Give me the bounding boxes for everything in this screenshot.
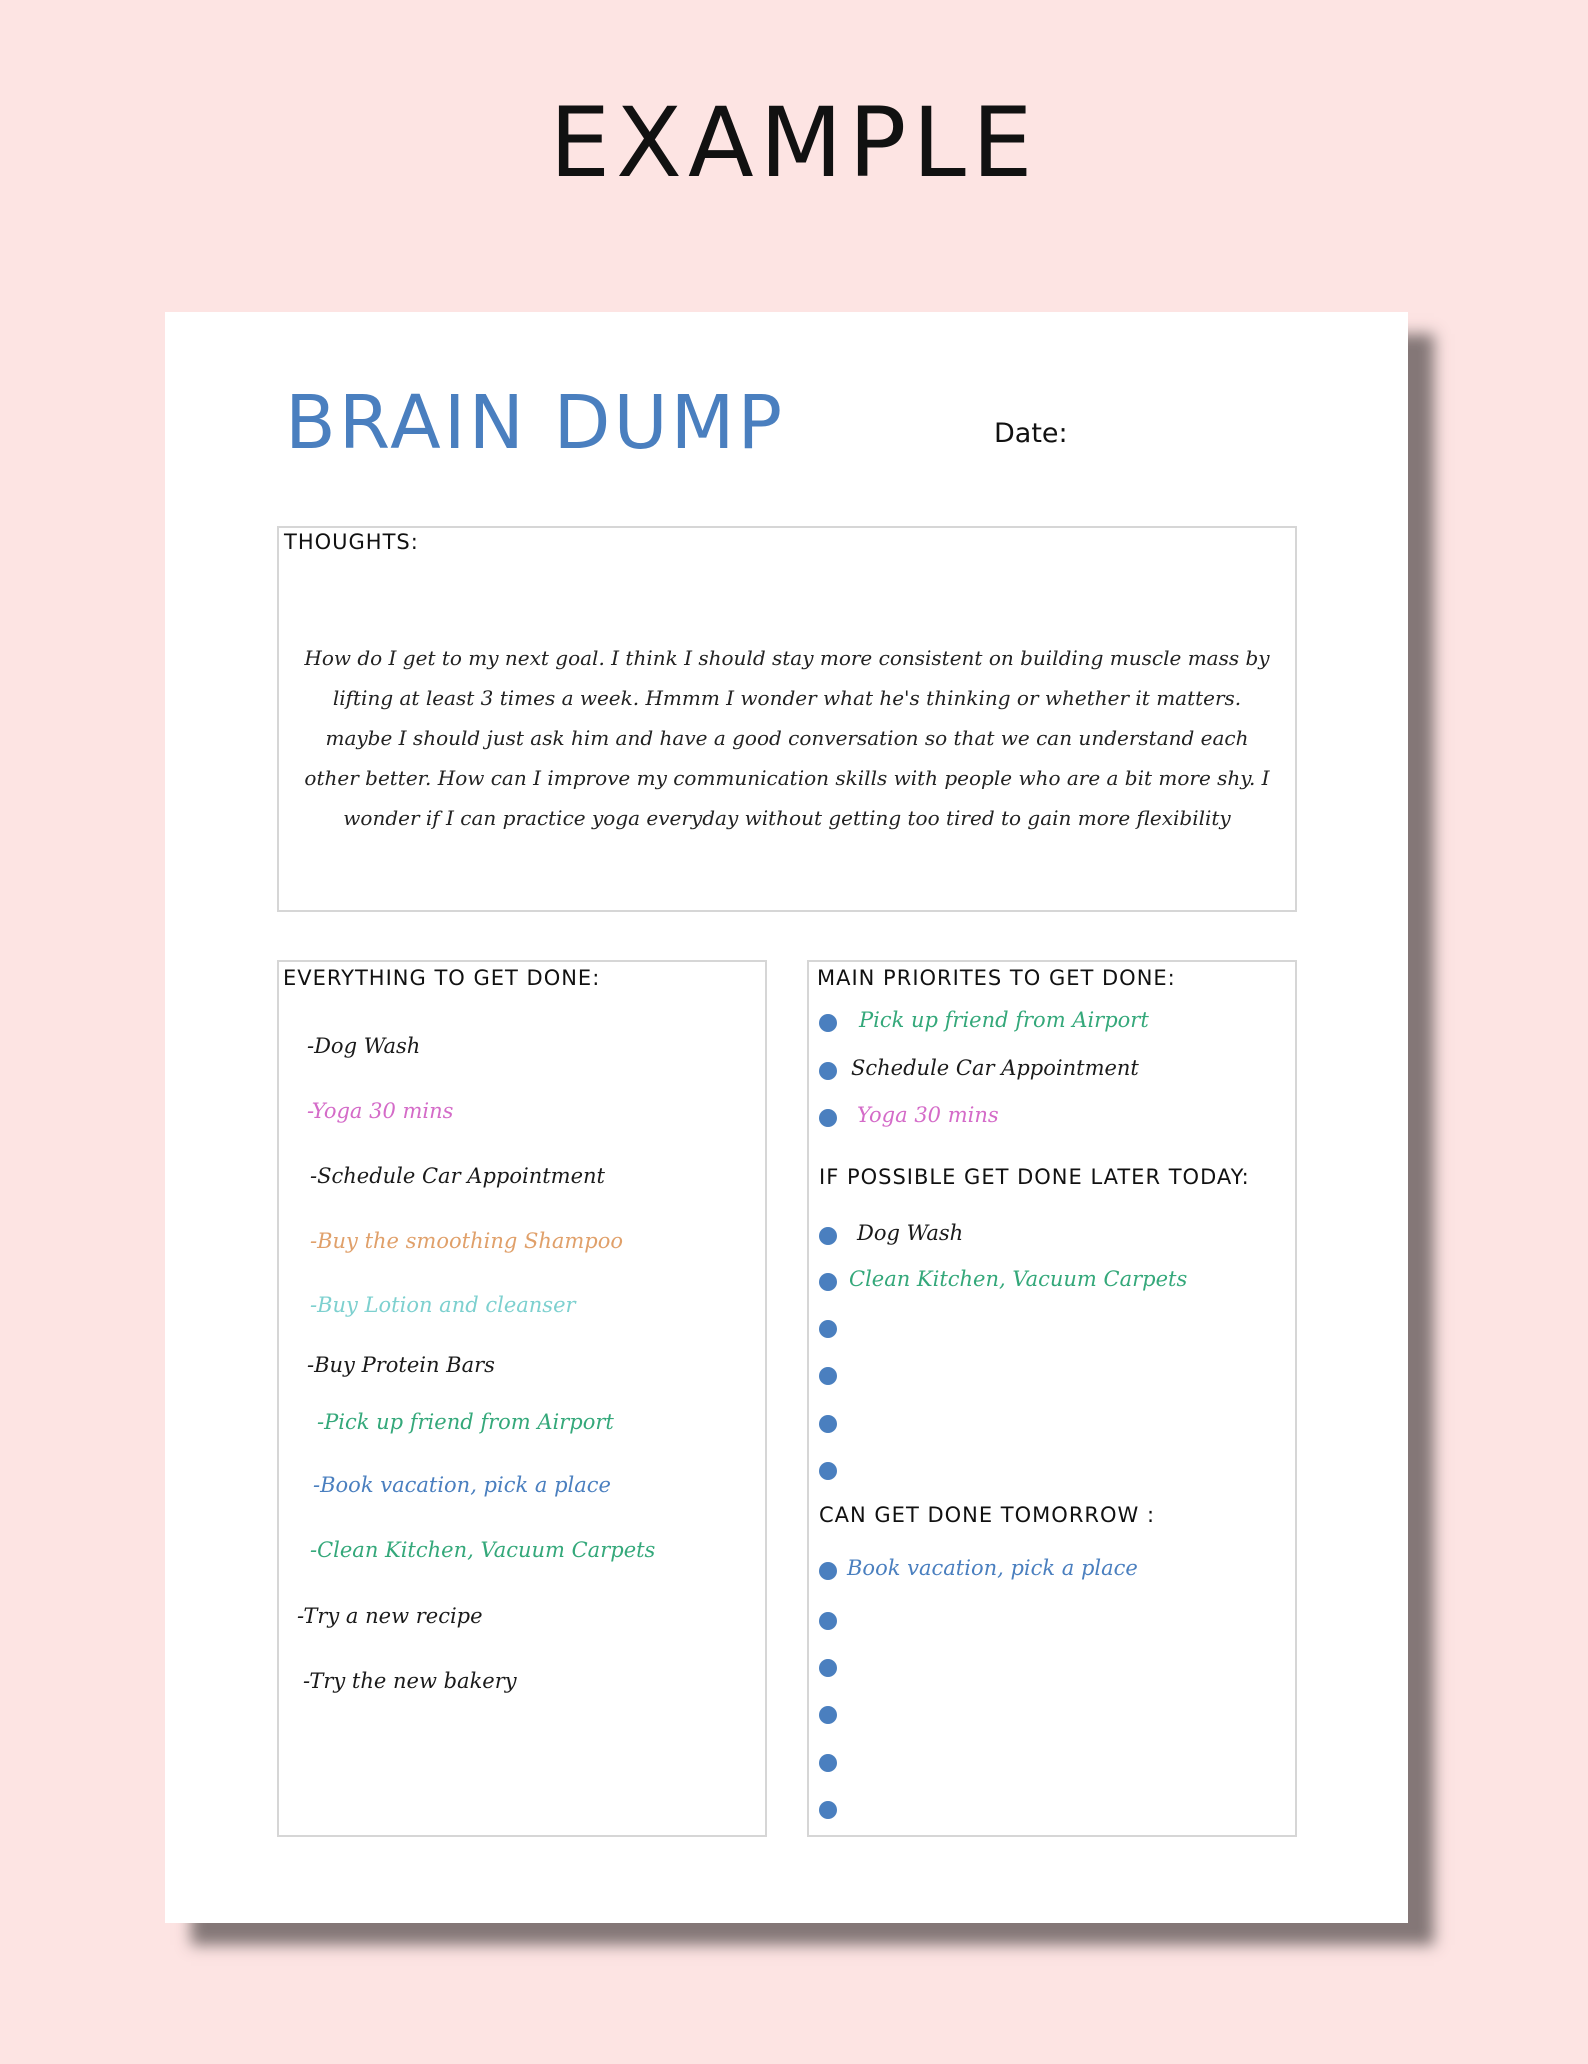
bullet-icon (819, 1706, 837, 1724)
priorities-item: Pick up friend from Airport (859, 1008, 1149, 1032)
tomorrow-label: CAN GET DONE TOMORROW : (819, 1503, 1156, 1527)
later-item: Dog Wash (857, 1221, 964, 1245)
bullet-icon (819, 1659, 837, 1677)
bullet-icon (819, 1109, 837, 1127)
everything-item: -Schedule Car Appointment (310, 1164, 605, 1188)
everything-item: -Buy Protein Bars (307, 1353, 495, 1377)
bullet-icon (819, 1062, 837, 1080)
everything-item: -Try the new bakery (303, 1669, 517, 1693)
brain-dump-page (165, 312, 1408, 1923)
bullet-icon (819, 1562, 837, 1580)
bullet-icon (819, 1612, 837, 1630)
everything-box (277, 960, 767, 1837)
everything-item: -Book vacation, pick a place (313, 1473, 611, 1497)
thoughts-label: THOUGHTS: (284, 530, 419, 554)
bullet-icon (819, 1754, 837, 1772)
priorities-item: Schedule Car Appointment (851, 1056, 1139, 1080)
thoughts-box (277, 526, 1297, 912)
thoughts-text: How do I get to my next goal. I think I should stay more consistent on building muscle mass by lifting at least 3 times a week. Hmmm I wonder what he's thinking or whether it matters. maybe I should just ask him and have a good conversation so that we can understand each other better. How can I improve my communication skills with people who are a bit more shy. I wonder if I can practice yoga everyday without getting too tired to gain more flexibility (304, 646, 1270, 830)
everything-label: EVERYTHING TO GET DONE: (283, 966, 601, 990)
bullet-icon (819, 1801, 837, 1819)
tomorrow-item: Book vacation, pick a place (847, 1556, 1138, 1580)
everything-item: -Pick up friend from Airport (317, 1410, 614, 1434)
later-label: IF POSSIBLE GET DONE LATER TODAY: (819, 1165, 1250, 1189)
later-item: Clean Kitchen, Vacuum Carpets (849, 1267, 1188, 1291)
bullet-icon (819, 1462, 837, 1480)
everything-item: -Dog Wash (307, 1034, 421, 1058)
bullet-icon (819, 1415, 837, 1433)
everything-item: -Yoga 30 mins (307, 1099, 454, 1123)
priorities-label: MAIN PRIORITES TO GET DONE: (817, 966, 1176, 990)
everything-item: -Buy the smoothing Shampoo (310, 1229, 624, 1253)
bullet-icon (819, 1273, 837, 1291)
everything-item: -Try a new recipe (297, 1604, 483, 1628)
priorities-item: Yoga 30 mins (857, 1103, 999, 1127)
page-title: BRAIN DUMP (285, 380, 786, 466)
date-label: Date: (994, 418, 1068, 449)
example-heading: EXAMPLE (549, 87, 1039, 199)
bullet-icon (819, 1227, 837, 1245)
everything-item: -Clean Kitchen, Vacuum Carpets (310, 1538, 656, 1562)
bullet-icon (819, 1014, 837, 1032)
bullet-icon (819, 1367, 837, 1385)
everything-item: -Buy Lotion and cleanser (310, 1293, 576, 1317)
bullet-icon (819, 1320, 837, 1338)
priorities-box (807, 960, 1297, 1837)
